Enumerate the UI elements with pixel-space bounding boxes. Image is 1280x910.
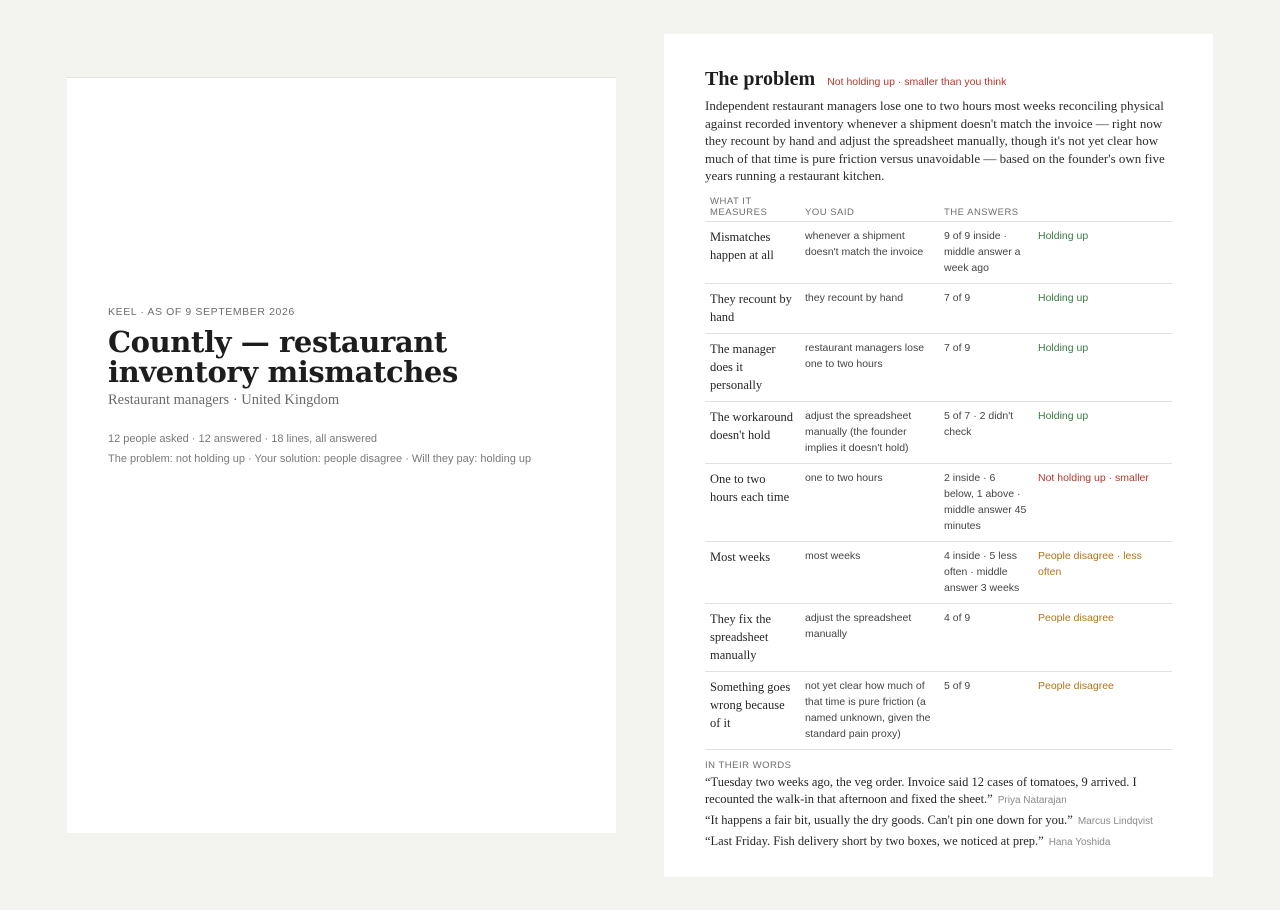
table-row: [705, 463, 1172, 541]
quote-author: Priya Natarajan: [997, 794, 1067, 806]
quote-text: “Tuesday two weeks ago, the veg order. Invoice said 12 cases of tomatoes, 9 arrived. I recounted the walk-in that afternoon and fixed the sheet.”: [705, 774, 1137, 806]
row-verdict: Holding up: [1033, 401, 1172, 463]
quote-text: “Last Friday. Fish delivery short by two boxes, we noticed at prep.”: [705, 833, 1044, 848]
report-eyebrow: KEEL · AS OF 9 SEPTEMBER 2026: [108, 306, 295, 318]
problem-statement: Independent restaurant managers lose one to two hours most weeks reconciling physical against recorded inventory whenever a shipment doesn't match the invoice — right now they recount by hand and adjust the spreadsheet manually, though it's not yet clear how much of that time is pure friction versus unavoidable — based on the founder's own five years running a restaurant kitchen.: [705, 98, 1165, 183]
row-measure: Something goes wrong because of it: [705, 671, 800, 749]
row-verdict: Holding up: [1033, 283, 1172, 333]
row-said: adjust the spreadsheet manually (the founder implies it doesn't hold): [800, 401, 939, 463]
quote-author: Marcus Lindqvist: [1077, 815, 1153, 827]
row-answers: 5 of 9: [939, 671, 1033, 749]
row-answers: 9 of 9 inside · middle answer a week ago: [939, 221, 1033, 283]
report-meta: [108, 429, 598, 469]
row-said: whenever a shipment doesn't match the invoice: [800, 221, 939, 283]
meta-verdicts: The problem: not holding up · Your solution: people disagree · Will they pay: holding up: [108, 453, 532, 465]
quote-author: Hana Yoshida: [1048, 836, 1111, 848]
table-row: [705, 603, 1172, 671]
row-said: not yet clear how much of that time is pure friction (a named unknown, given the standard pain proxy): [800, 671, 939, 749]
report-title: Countly — restaurant inventory mismatches: [108, 325, 458, 389]
row-answers: 2 inside · 6 below, 1 above · middle answer 45 minutes: [939, 463, 1033, 541]
quote-item: [705, 774, 1172, 809]
row-measure: Most weeks: [705, 541, 800, 603]
row-measure: The workaround doesn't hold: [705, 401, 800, 463]
in-their-words-heading: IN THEIR WORDS: [705, 759, 792, 771]
cover-card: [67, 77, 616, 833]
problem-header: [705, 68, 1172, 91]
row-answers: 4 inside · 5 less often · middle answer 3 weeks: [939, 541, 1033, 603]
row-verdict: People disagree: [1033, 603, 1172, 671]
problem-card: [664, 34, 1213, 877]
row-said: adjust the spreadsheet manually: [800, 603, 939, 671]
table-row: [705, 283, 1172, 333]
row-answers: 4 of 9: [939, 603, 1033, 671]
cover-block: [108, 306, 598, 469]
row-measure: Mismatches happen at all: [705, 221, 800, 283]
table-row: [705, 333, 1172, 401]
row-measure: The manager does it personally: [705, 333, 800, 401]
problem-verdict: Not holding up · smaller than you think: [827, 76, 1007, 88]
col-header-verdict: [1033, 196, 1172, 222]
table-row: [705, 221, 1172, 283]
row-said: most weeks: [800, 541, 939, 603]
quote-item: [705, 812, 1172, 830]
row-verdict: Holding up: [1033, 333, 1172, 401]
row-said: one to two hours: [800, 463, 939, 541]
row-answers: 7 of 9: [939, 333, 1033, 401]
row-measure: They recount by hand: [705, 283, 800, 333]
row-answers: 5 of 7 · 2 didn't check: [939, 401, 1033, 463]
col-header-measure: WHAT IT MEASURES: [710, 195, 768, 218]
row-said: they recount by hand: [800, 283, 939, 333]
row-verdict: Holding up: [1033, 221, 1172, 283]
table-row: [705, 541, 1172, 603]
quote-item: [705, 833, 1172, 851]
row-said: restaurant managers lose one to two hours: [800, 333, 939, 401]
row-measure: One to two hours each time: [705, 463, 800, 541]
row-verdict: People disagree: [1033, 671, 1172, 749]
evidence-table: [705, 196, 1172, 750]
table-row: [705, 401, 1172, 463]
problem-heading: The problem: [705, 68, 816, 90]
quote-text: “It happens a fair bit, usually the dry goods. Can't pin one down for you.”: [705, 812, 1073, 827]
row-verdict: People disagree · less often: [1033, 541, 1172, 603]
meta-counts: 12 people asked · 12 answered · 18 lines, all answered: [108, 433, 378, 445]
row-measure: They fix the spreadsheet manually: [705, 603, 800, 671]
table-header-row: [705, 196, 1172, 222]
table-row: [705, 671, 1172, 749]
row-verdict: Not holding up · smaller: [1033, 463, 1172, 541]
row-answers: 7 of 9: [939, 283, 1033, 333]
col-header-answers: THE ANSWERS: [944, 206, 1019, 218]
report-subtitle: Restaurant managers · United Kingdom: [108, 392, 340, 408]
col-header-said: YOU SAID: [805, 206, 855, 218]
